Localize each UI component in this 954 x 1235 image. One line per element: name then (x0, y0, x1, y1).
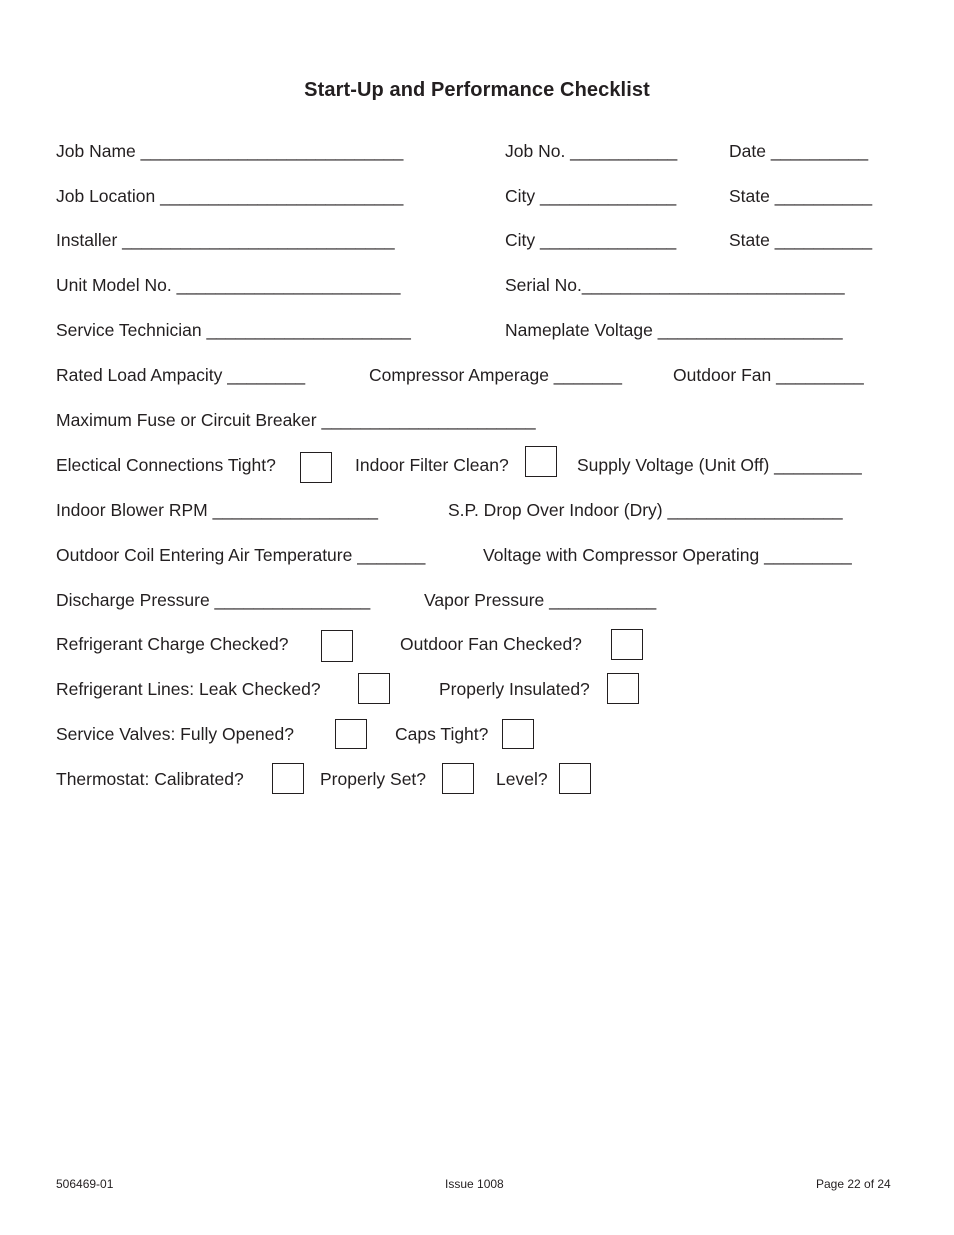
installer-field[interactable]: Installer ____________________________ (56, 230, 395, 250)
vapor-pressure-field[interactable]: Vapor Pressure ___________ (424, 590, 657, 610)
properly-set-label: Properly Set? (320, 769, 427, 789)
service-valves-label: Service Valves: Fully Opened? (56, 724, 294, 744)
issue-number: Issue 1008 (445, 1177, 504, 1191)
outdoor-fan-checked-checkbox[interactable] (611, 629, 643, 660)
level-checkbox[interactable] (559, 763, 591, 794)
electrical-connections-checkbox[interactable] (300, 452, 332, 483)
state-field-2[interactable]: State __________ (729, 230, 873, 250)
doc-number: 506469-01 (56, 1177, 114, 1191)
supply-voltage-field[interactable]: Supply Voltage (Unit Off) _________ (577, 455, 862, 475)
unit-model-no-field[interactable]: Unit Model No. _______________________ (56, 275, 401, 295)
outdoor-coil-temp-field[interactable]: Outdoor Coil Entering Air Temperature _______ (56, 545, 426, 565)
voltage-compressor-field[interactable]: Voltage with Compressor Operating _________ (483, 545, 852, 565)
service-valves-checkbox[interactable] (335, 719, 367, 749)
city-field-2[interactable]: City ______________ (505, 230, 677, 250)
refrigerant-lines-checkbox[interactable] (358, 673, 390, 704)
page-number: Page 22 of 24 (816, 1177, 891, 1191)
indoor-blower-rpm-field[interactable]: Indoor Blower RPM _________________ (56, 500, 379, 520)
rated-load-ampacity-field[interactable]: Rated Load Ampacity ________ (56, 365, 306, 385)
properly-insulated-checkbox[interactable] (607, 673, 639, 704)
max-fuse-field[interactable]: Maximum Fuse or Circuit Breaker ______________________ (56, 410, 536, 430)
indoor-filter-label: Indoor Filter Clean? (355, 455, 509, 475)
properly-insulated-label: Properly Insulated? (439, 679, 590, 699)
properly-set-checkbox[interactable] (442, 763, 474, 794)
nameplate-voltage-field[interactable]: Nameplate Voltage ___________________ (505, 320, 843, 340)
refrigerant-charge-label: Refrigerant Charge Checked? (56, 634, 289, 654)
refrigerant-charge-checkbox[interactable] (321, 630, 353, 662)
page-title: Start-Up and Performance Checklist (304, 79, 650, 101)
outdoor-fan-field[interactable]: Outdoor Fan _________ (673, 365, 864, 385)
job-name-field[interactable]: Job Name ___________________________ (56, 141, 404, 161)
sp-drop-field[interactable]: S.P. Drop Over Indoor (Dry) __________________ (448, 500, 843, 520)
date-field[interactable]: Date __________ (729, 141, 869, 161)
discharge-pressure-field[interactable]: Discharge Pressure ________________ (56, 590, 371, 610)
outdoor-fan-checked-label: Outdoor Fan Checked? (400, 634, 582, 654)
service-technician-field[interactable]: Service Technician _____________________ (56, 320, 411, 340)
state-field-1[interactable]: State __________ (729, 186, 873, 206)
serial-no-field[interactable]: Serial No.___________________________ (505, 275, 845, 295)
job-no-field[interactable]: Job No. ___________ (505, 141, 678, 161)
job-location-field[interactable]: Job Location _________________________ (56, 186, 404, 206)
indoor-filter-checkbox[interactable] (525, 446, 557, 477)
caps-tight-label: Caps Tight? (395, 724, 489, 744)
city-field-1[interactable]: City ______________ (505, 186, 677, 206)
thermostat-label: Thermostat: Calibrated? (56, 769, 244, 789)
thermostat-calibrated-checkbox[interactable] (272, 763, 304, 794)
refrigerant-lines-label: Refrigerant Lines: Leak Checked? (56, 679, 321, 699)
level-label: Level? (496, 769, 548, 789)
caps-tight-checkbox[interactable] (502, 719, 534, 749)
electrical-connections-label: Electical Connections Tight? (56, 455, 276, 475)
compressor-amperage-field[interactable]: Compressor Amperage _______ (369, 365, 622, 385)
